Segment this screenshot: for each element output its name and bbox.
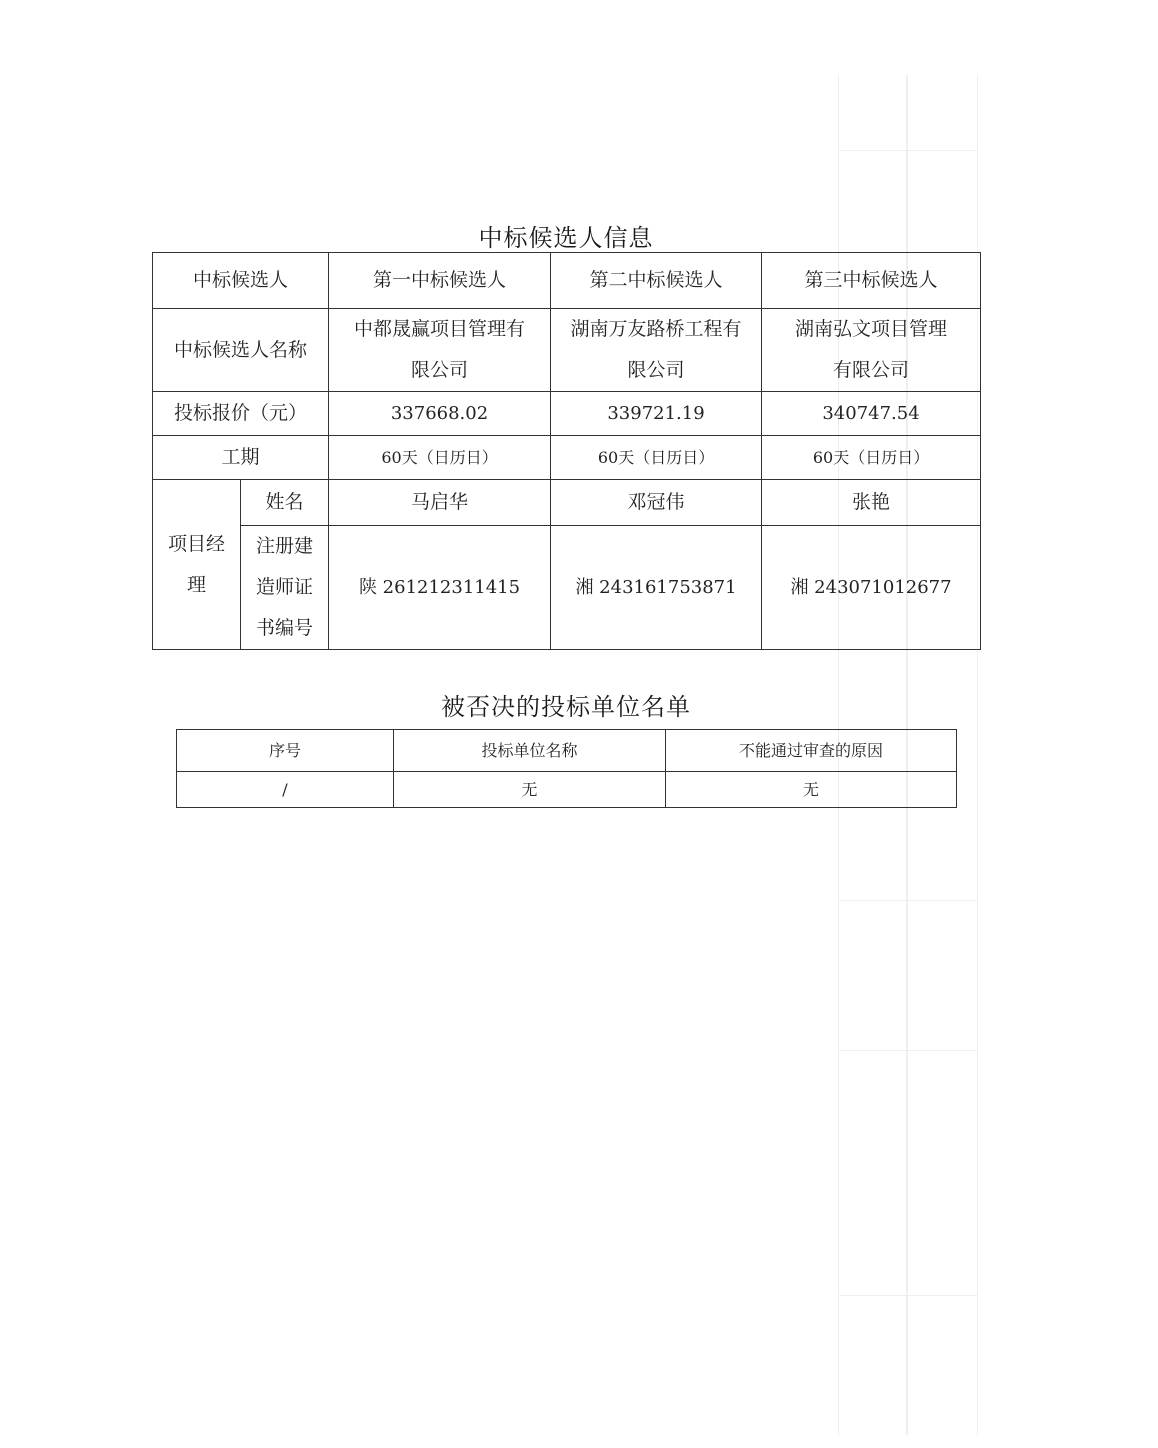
candidate-2-price: 339721.19 (551, 392, 762, 436)
candidate-3-name: 湖南弘文项目管理 有限公司 (762, 309, 981, 392)
manager-cert-row (153, 526, 981, 650)
candidate-1-period: 60天（日历日） (329, 436, 551, 480)
row-index: / (177, 772, 394, 808)
name-row (153, 309, 981, 392)
cert-label: 注册建 造师证 书编号 (241, 526, 329, 650)
rejected-header-row (177, 730, 957, 772)
candidate-3-cert: 湘 243071012677 (762, 526, 981, 650)
price-row-label: 投标报价（元） (153, 392, 329, 436)
period-row (153, 436, 981, 480)
scan-ghost-line (838, 1050, 978, 1051)
header-label: 中标候选人 (153, 253, 329, 309)
header-row (153, 253, 981, 309)
candidate-2-cert: 湘 243161753871 (551, 526, 762, 650)
col-header-bidder: 投标单位名称 (394, 730, 666, 772)
row-reason: 无 (666, 772, 957, 808)
manager-name-row (153, 480, 981, 526)
candidate-2-header: 第二中标候选人 (551, 253, 762, 309)
candidate-2-name: 湖南万友路桥工程有 限公司 (551, 309, 762, 392)
candidate-info-table (152, 252, 981, 650)
col-header-index: 序号 (177, 730, 394, 772)
col-header-reason: 不能通过审查的原因 (666, 730, 957, 772)
candidate-1-manager: 马启华 (329, 480, 551, 526)
candidate-3-manager: 张艳 (762, 480, 981, 526)
rejected-bidders-table (176, 729, 957, 808)
candidate-2-period: 60天（日历日） (551, 436, 762, 480)
row-bidder: 无 (394, 772, 666, 808)
manager-name-label: 姓名 (241, 480, 329, 526)
candidate-3-price: 340747.54 (762, 392, 981, 436)
candidate-3-header: 第三中标候选人 (762, 253, 981, 309)
price-row (153, 392, 981, 436)
period-row-label: 工期 (153, 436, 329, 480)
scan-ghost-line (838, 900, 978, 901)
candidate-1-cert: 陕 261212311415 (329, 526, 551, 650)
table-row (177, 772, 957, 808)
manager-label: 项目经 理 (153, 480, 241, 650)
candidate-1-name: 中都晟赢项目管理有 限公司 (329, 309, 551, 392)
candidate-2-manager: 邓冠伟 (551, 480, 762, 526)
scan-ghost-line (838, 1295, 978, 1296)
scan-ghost-line (838, 150, 978, 151)
rejected-bidders-title: 被否决的投标单位名单 (441, 693, 691, 721)
candidate-3-period: 60天（日历日） (762, 436, 981, 480)
candidate-1-header: 第一中标候选人 (329, 253, 551, 309)
name-row-label: 中标候选人名称 (153, 309, 329, 392)
candidate-info-title: 中标候选人信息 (478, 224, 654, 252)
candidate-1-price: 337668.02 (329, 392, 551, 436)
